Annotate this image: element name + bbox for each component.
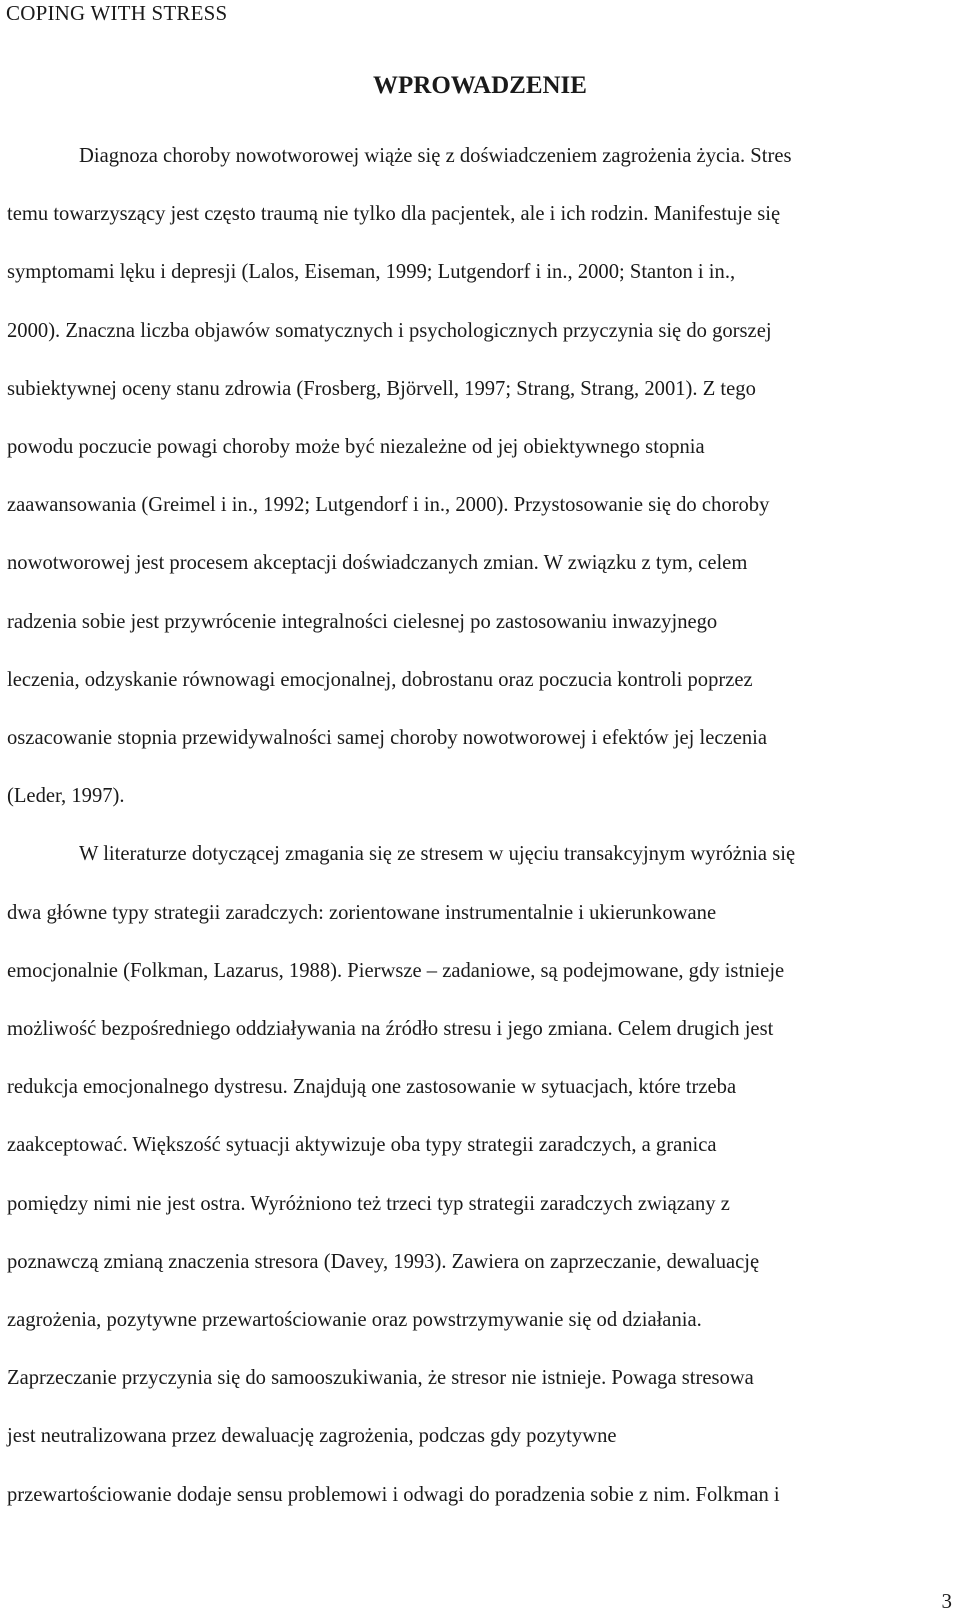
section-heading: WPROWADZENIE	[373, 72, 587, 99]
body-text	[7, 127, 957, 1524]
page-number: 3	[941, 1589, 952, 1613]
paragraph-introduction: Diagnoza choroby nowotworowej wiąże się z doświadczeniem zagrożenia życia. Stres temu towarzyszący jest często traumą nie tylko dla pacjentek, ale i ich rodzin. Manifestuje się symptomami lęku i depresji (Lalos, Eiseman, 1999; Lutgendorf i in., 2000; Stanton i in., 2000). Znaczna liczba objawów somatycznych i psychologicznych przyczynia się do gorszej subiektywnej oceny stanu zdrowia (Frosberg, Björvell, 1997; Strang, Strang, 2001). Z tego powodu poczucie powagi choroby może być niezależne od jej obiektywnego stopnia zaawansowania (Greimel i in., 1992; Lutgendorf i in., 2000). Przystosowanie się do choroby nowotworowej jest procesem akceptacji doświadczanych zmian. W związku z tym, celem radzenia sobie jest przywrócenie integralności cielesnej po zastosowaniu inwazyjnego leczenia, odzyskanie równowagi emocjonalnej, dobrostanu oraz poczucia kontroli poprzez oszacowanie stopnia przewidywalności samej choroby nowotworowej i efektów jej leczenia (Leder, 1997).	[7, 145, 792, 808]
paragraph-coping-strategies: W literaturze dotyczącej zmagania się ze stresem w ujęciu transakcyjnym wyróżnia się dwa główne typy strategii zaradczych: zorientowane instrumentalnie i ukierunkowane emocjonalnie (Folkman, Lazarus, 1988). Pierwsze – zadaniowe, są podejmowane, gdy istnieje możliwość bezpośredniego oddziaływania na źródło stresu i jego zmiana. Celem drugich jest redukcja emocjonalnego dystresu. Znajdują one zastosowanie w sytuacjach, które trzeba zaakceptować. Większość sytuacji aktywizuje oba typy strategii zaradczych, a granica pomiędzy nimi nie jest ostra. Wyróżniono też trzeci typ strategii zaradczych związany z poznawczą zmianą znaczenia stresora (Davey, 1993). Zawiera on zaprzeczanie, dewaluację zagrożenia, pozytywne przewartościowanie oraz powstrzymywanie się od działania. Zaprzeczanie przyczynia się do samooszukiwania, że stresor nie istnieje. Powaga stresowa jest neutralizowana przez dewaluację zagrożenia, podczas gdy pozytywne przewartościowanie dodaje sensu problemowi i odwagi do poradzenia sobie z nim. Folkman i	[7, 843, 796, 1506]
running-header: COPING WITH STRESS	[6, 1, 228, 25]
